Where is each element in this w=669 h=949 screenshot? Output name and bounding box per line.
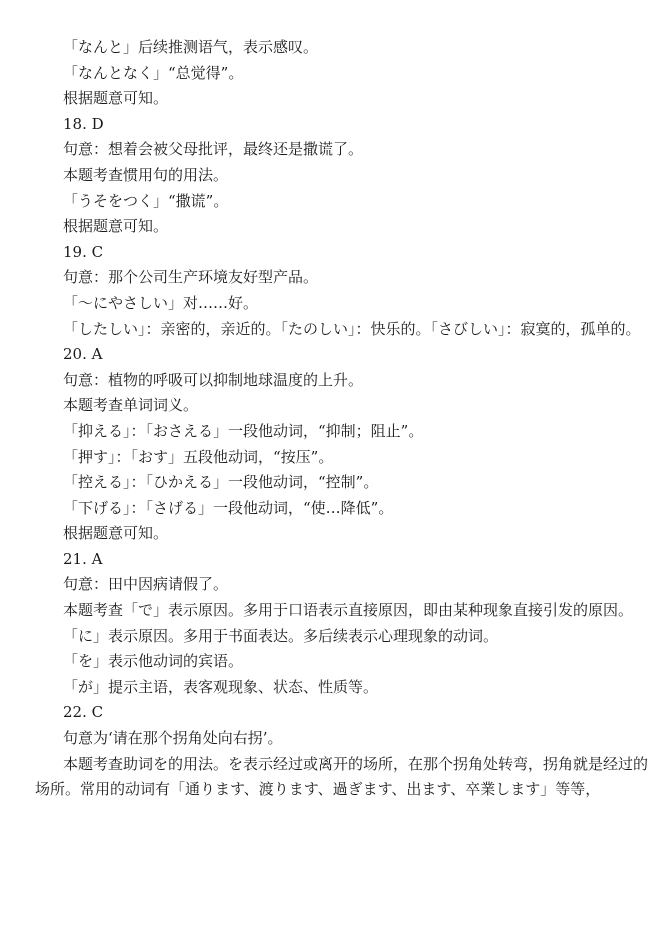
text-line: 「押す」：「おす」五段他动词，“按压”。	[63, 447, 334, 466]
text-line: 根据题意可知。	[63, 217, 169, 236]
text-line: 本题考查单词词义。	[63, 396, 199, 415]
question-number: 19. C	[63, 242, 104, 261]
text-line: 「を」表示他动词的宾语。	[63, 652, 244, 671]
text-line: 「抑える」：「おさえる」一段他动词，“抑制；阻止”。	[63, 421, 424, 440]
question-number: 20. A	[63, 345, 103, 364]
text-line: 「うそをつく」“撒谎”。	[63, 191, 229, 210]
text-line: 「～にやさしい」对……好。	[63, 293, 259, 312]
text-paragraph: 本题考查助词を的用法。を表示经过或离开的场所，在那个拐角处转弯，拐角就是经过的场所。常用的动词有「通ります、渡ります、過ぎます、出ます、卒業します」等等，	[35, 754, 649, 799]
text-paragraph: 「したしい」：亲密的，亲近的。「たのしい」：快乐的。「さびしい」：寂寞的，孤单的。	[63, 319, 641, 338]
text-line: 根据题意可知。	[63, 524, 169, 543]
text-paragraph: 本题考查「で」表示原因。多用于口语表示直接原因，即由某种现象直接引发的原因。	[63, 601, 634, 620]
text-line: 句意为‘请在那个拐角处向右拐’。	[63, 729, 283, 748]
text-line: 句意：田中因病请假了。	[63, 575, 229, 594]
question-number: 21. A	[63, 549, 103, 568]
text-line: 句意：植物的呼吸可以抑制地球温度的上升。	[63, 370, 364, 389]
text-line: 「が」提示主语，表客观现象、状态、性质等。	[63, 677, 379, 696]
question-number: 18. D	[63, 114, 104, 133]
text-line: 「なんと」后续推测语气，表示感叹。	[63, 38, 319, 56]
question-number: 22. C	[63, 703, 104, 722]
text-line: 「下げる」：「さげる」一段他动词，“使…降低”。	[63, 498, 394, 517]
text-line: 句意：那个公司生产环境友好型产品。	[63, 268, 319, 287]
text-line: 「控える」：「ひかえる」一段他动词，“控制”。	[63, 473, 379, 492]
document-body	[35, 35, 660, 803]
text-line: 本题考查惯用句的用法。	[63, 165, 229, 184]
text-line: 根据题意可知。	[63, 89, 169, 108]
text-line: 「に」表示原因。多用于书面表达。多后续表示心理现象的动词。	[63, 626, 499, 645]
text-line: 句意：想着会被父母批评，最终还是撒谎了。	[63, 140, 364, 159]
text-line: 「なんとなく」“总觉得”。	[63, 63, 244, 82]
